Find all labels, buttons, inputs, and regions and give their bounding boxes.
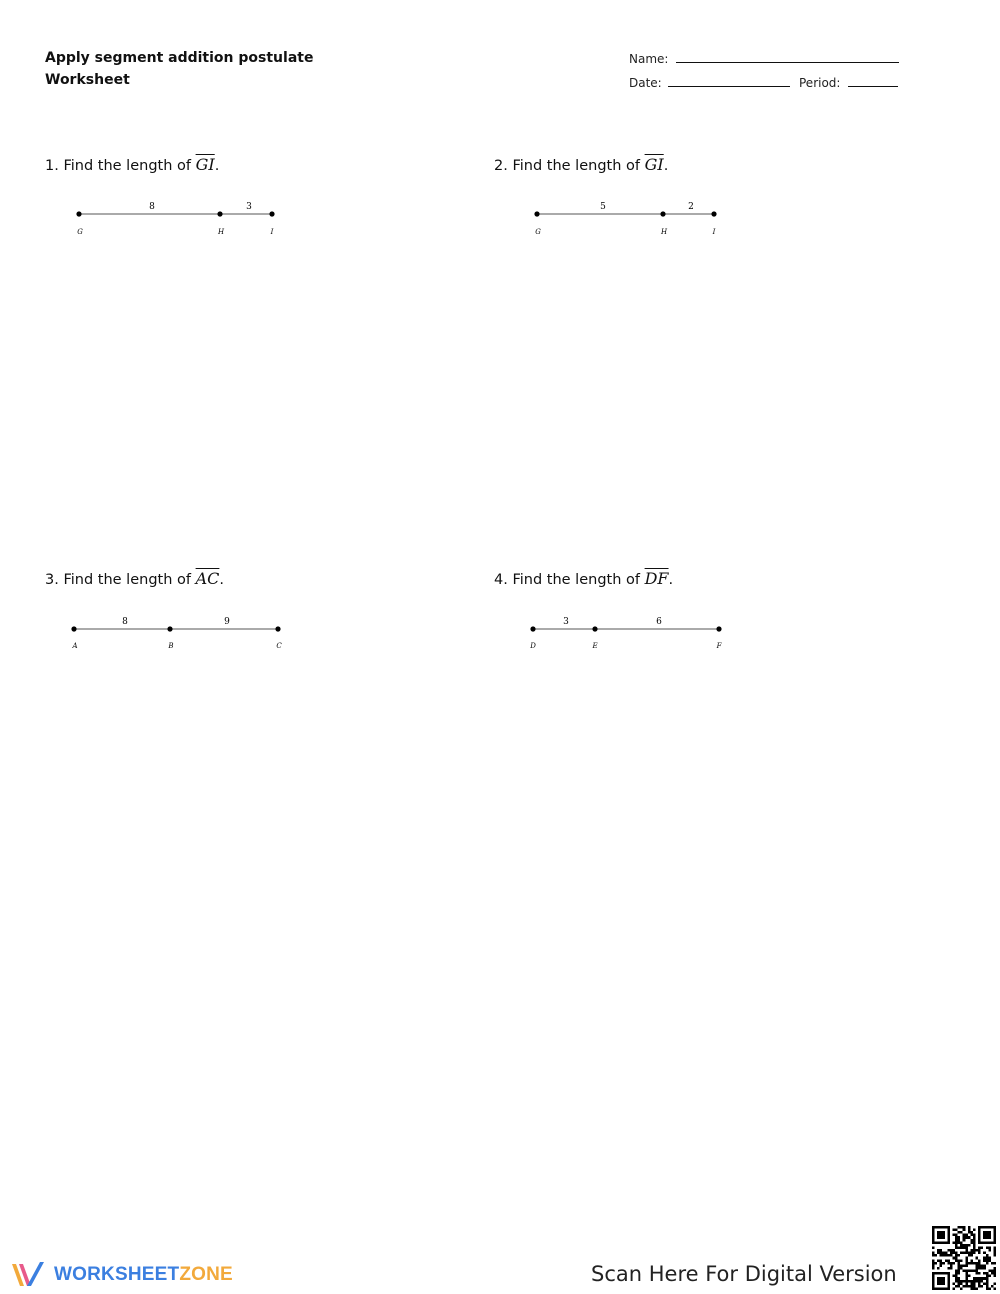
problem-4-point-1 <box>530 626 535 631</box>
problem-2-label-1: G <box>535 228 541 236</box>
title-line-2: Worksheet <box>45 72 130 88</box>
problem-3-length-2: 9 <box>224 617 230 627</box>
problem-2-prompt <box>494 155 668 174</box>
problem-4-point-2 <box>592 626 597 631</box>
worksheet-zone-brand[interactable] <box>10 1258 233 1292</box>
problem-4-number: 4. <box>494 572 508 588</box>
problem-4-point-3 <box>716 626 721 631</box>
problem-1-text: Find the length of <box>63 158 191 174</box>
problem-1-point-2 <box>217 211 222 216</box>
brand-name-part-1: WORKSHEET <box>54 1264 180 1285</box>
problem-1-label-2: H <box>217 228 225 236</box>
title-line-1: Apply segment addition postulate <box>45 50 314 66</box>
problem-4-end: . <box>668 572 674 588</box>
problem-2-segment: $\overline{GI}$ <box>644 155 664 174</box>
problem-3-segment: $\overline{AC}$ <box>195 569 220 588</box>
problem-3-end: . <box>219 572 224 588</box>
problem-3-label-2: B <box>168 642 174 650</box>
period-field-line[interactable] <box>848 86 898 87</box>
problem-2-label-3: I <box>712 228 716 236</box>
name-field-line[interactable] <box>676 62 899 63</box>
date-field-line[interactable] <box>668 86 790 87</box>
problem-1-end: . <box>214 158 220 174</box>
problem-4-label-3: F <box>716 642 722 650</box>
problem-3-point-1 <box>71 626 76 631</box>
date-label: Date: <box>629 76 662 90</box>
problem-1-label-3: I <box>270 228 274 236</box>
problem-3-prompt <box>45 569 224 588</box>
problem-4-prompt <box>494 569 673 588</box>
problem-1-label-1: G <box>77 228 83 236</box>
problem-2-point-1 <box>534 211 539 216</box>
problem-1-length-2: 3 <box>246 202 252 212</box>
problem-4-length-2: 6 <box>656 617 662 627</box>
name-label: Name: <box>629 52 669 66</box>
problem-4-label-2: E <box>592 642 598 650</box>
problem-1-number: 1. <box>45 158 59 174</box>
scan-caption: Scan Here For Digital Version <box>591 1262 897 1286</box>
problem-1-point-1 <box>76 211 81 216</box>
problem-2-number: 2. <box>494 158 508 174</box>
problem-3-label-3: C <box>276 642 282 650</box>
problem-2-label-2: H <box>660 228 668 236</box>
brand-name <box>54 1264 233 1286</box>
problem-3-number: 3. <box>45 572 59 588</box>
problem-2-end: . <box>663 158 669 174</box>
problem-1-length-1: 8 <box>149 202 155 212</box>
problem-4-segment: $\overline{DF}$ <box>644 569 669 588</box>
period-label: Period: <box>799 76 841 90</box>
problem-3-length-1: 8 <box>122 617 128 627</box>
problem-1-segment: $\overline{GI}$ <box>195 155 215 174</box>
problem-2-text: Find the length of <box>512 158 640 174</box>
problem-3-point-3 <box>275 626 280 631</box>
worksheet-zone-logo-icon <box>10 1260 48 1290</box>
problem-4-label-1: D <box>530 642 536 650</box>
brand-name-part-2: ZONE <box>179 1264 233 1285</box>
qr-code-icon[interactable] <box>932 1226 996 1290</box>
worksheet-title <box>45 47 313 91</box>
problem-3-point-2 <box>167 626 172 631</box>
problem-2-length-1: 5 <box>600 202 606 212</box>
problem-4-length-1: 3 <box>563 617 569 627</box>
problem-3-text: Find the length of <box>63 572 191 588</box>
problem-3-label-1: A <box>72 642 78 650</box>
problem-2-length-2: 2 <box>688 202 694 212</box>
problem-1-point-3 <box>269 211 274 216</box>
problem-2-point-2 <box>660 211 665 216</box>
problem-2-point-3 <box>711 211 716 216</box>
problem-1-prompt <box>45 155 219 174</box>
problem-4-text: Find the length of <box>512 572 640 588</box>
